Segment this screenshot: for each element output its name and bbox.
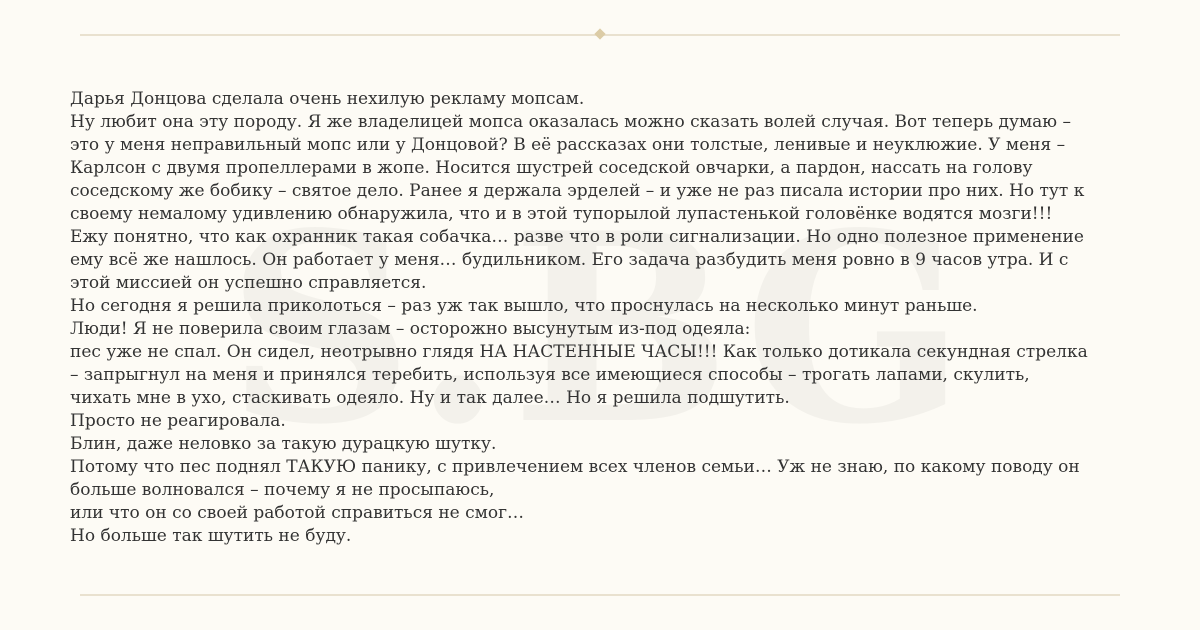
text-line: Просто не реагировала. <box>70 411 286 431</box>
text-line: Карлсон с двумя пропеллерами в жопе. Носится шустрей соседской овчарки, а пардон, нассать на голову <box>70 158 1033 178</box>
text-line: соседскому же бобику – святое дело. Ранее я держала эрделей – и уже не раз писала истории про них. Но тут к <box>70 181 1085 201</box>
text-line: или что он со своей работой справиться не смог… <box>70 503 525 523</box>
text-line: Но больше так шутить не буду. <box>70 526 352 546</box>
text-line: Ежу понятно, что как охранник такая собачка… разве что в роли сигнализации. Но одно полезное применение <box>70 227 1084 247</box>
text-line: это у меня неправильный мопс или у Донцовой? В её рассказах они толстые, ленивые и неуклюжие. У меня – <box>70 135 1066 155</box>
text-line: Но сегодня я решила приколоться – раз уж так вышло, что проснулась на несколько минут раньше. <box>70 296 978 316</box>
text-line: Блин, даже неловко за такую дурацкую шутку. <box>70 434 497 454</box>
text-line: своему немалому удивлению обнаружила, что и в этой тупорылой лупастенькой головёнке водятся мозги!!! <box>70 204 1053 224</box>
text-line: Потому что пес поднял ТАКУЮ панику, с привлечением всех членов семьи… Уж не знаю, по какому поводу он <box>70 457 1080 477</box>
ornament-diamond-icon <box>594 28 605 39</box>
text-line: больше волновался – почему я не просыпаюсь, <box>70 480 495 500</box>
text-line: – запрыгнул на меня и принялся теребить, используя все имеющиеся способы – трогать лапами, скулить, <box>70 365 1030 385</box>
text-line: чихать мне в ухо, стаскивать одеяло. Ну и так далее… Но я решила подшутить. <box>70 388 790 408</box>
text-line: Дарья Донцова сделала очень нехилую рекламу мопсам. <box>70 89 585 109</box>
bottom-divider <box>80 594 1120 596</box>
text-line: ему всё же нашлось. Он работает у меня… будильником. Его задача разбудить меня ровно в 9 часов утра. И с <box>70 250 1069 270</box>
story-text <box>70 88 1130 548</box>
text-line: Люди! Я не поверила своим глазам – осторожно высунутым из-под одеяла: <box>70 319 751 339</box>
text-line: этой миссией он успешно справляется. <box>70 273 427 293</box>
text-line: пес уже не спал. Он сидел, неотрывно глядя НА НАСТЕННЫЕ ЧАСЫ!!! Как только дотикала секундная стрелка <box>70 342 1088 362</box>
text-line: Ну любит она эту породу. Я же владелицей мопса оказалась можно сказать волей случая. Вот теперь думаю – <box>70 112 1072 132</box>
